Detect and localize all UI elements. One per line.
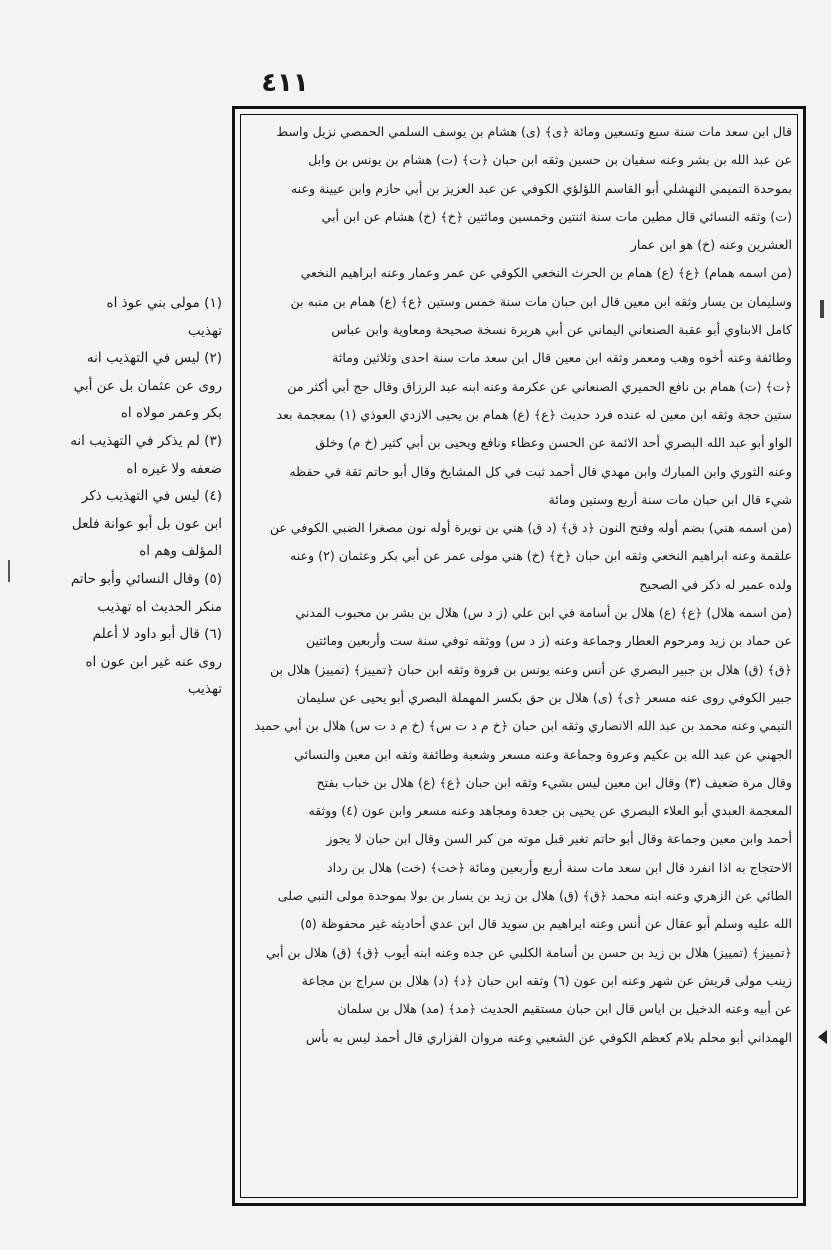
scan-artifact-mark [820, 300, 824, 318]
margin-note-line: (١) مولى بني عوذ اه [106, 295, 222, 311]
text-line: شيء قال ابن حبان مات سنة أربع وستين ومائة [548, 491, 792, 507]
margin-note-line: تهذيب [187, 681, 222, 698]
margin-note-line: بكر وعمر مولاه اه [120, 405, 222, 422]
text-line: ﴿ق﴾ (ق) هلال بن جبير البصري عن أنس وعنه يونس بن فروة وثقه ابن حبان ﴿تمييز﴾ (تمييز) هلال بن [269, 661, 792, 677]
text-line: علقمة وعنه ابراهيم النخعي وثقه ابن حبان ﴿خ﴾ (خ) هني مولى عمر عن أبي بكر وعثمان (٢) وعنه [289, 548, 792, 564]
text-line: عن حماد بن زيد ومرحوم العطار وجماعة وعنه (ز د س) ووثقه توفي سنة ست وأربعين ومائتين [305, 633, 792, 649]
text-line: ﴿تمييز﴾ (تمييز) هلال بن زيد بن حسن بن أسامة الكلبي عن جده وعنه ابنه أيوب ﴿ق﴾ (ق) هلال بن أبي [265, 944, 792, 960]
text-line: الهمداني أبو محلم بلام كعظم الكوفي عن الشعبي وعنه مروان الفزاري قال أحمد ليس به بأس [305, 1029, 792, 1045]
margin-note-line: ضعفه ولا غيره اه [126, 460, 222, 477]
page-number: ٤١١ [261, 68, 309, 98]
text-line: عن عبد الله بن بشر وعنه سفيان بن حسين وثقه ابن حبان ﴿ت﴾ (ت) هشام بن يونس بن وابل [308, 152, 792, 168]
margin-note-line: تهذيب [187, 322, 222, 339]
margin-note-line: منكر الحديث اه تهذيب [97, 598, 222, 615]
text-line: وسليمان بن يسار وثقه ابن معين قال ابن حبان مات سنة خمس وستين ﴿ع﴾ (ع) همام بن منبه بن [290, 293, 792, 309]
text-line: ولده عمير له ذكر في الصحيح [639, 576, 792, 592]
text-line: وطائفة وعنه أخوه وهب ومعمر وثقه ابن معين قال ابن سعد مات سنة احدى وثلاثين ومائة [332, 350, 792, 366]
margin-note-line: (٦) قال أبو داود لا أعلم [92, 626, 222, 643]
scan-artifact-arrow [818, 1030, 827, 1044]
text-line: المعجمة العبدي أبو العلاء البصري عن يحيى بن جعدة ومجاهد وعنه مسعر وابن عون (٤) ووثقه [308, 803, 792, 819]
text-line: وعنه الثوري وابن المبارك وابن مهدي قال أحمد ثبت في كل المشايخ وقال أبو حاتم ثقة في حفظه [289, 463, 792, 479]
margin-note-line: (٥) وقال النسائي وأبو حاتم [70, 570, 222, 587]
main-text-block [246, 118, 792, 1194]
text-line: (من اسمه هني) بضم أوله وفتح النون ﴿د ق﴾ (د ق) هني بن نويرة أوله نون مصغرا الضبي الكوفي عن [269, 520, 792, 536]
text-line: ستين حجة وثقه ابن معين له عنده فرد حديث ﴿ع﴾ (ع) همام بن يحيى الازدي العوذي (١) بمعجمة بعد [276, 406, 792, 422]
margin-note-line: (٣) لم يذكر في التهذيب انه [70, 432, 222, 449]
text-line: الواو أبو عبد الله البصري أحد الائمة عن الحسن وعطاء ونافع ويحيى بن أبي كثير (خ م) وخلق [315, 435, 792, 451]
text-line: جبير الكوفي روى عنه مسعر ﴿ى﴾ (ى) هلال بن حق بكسر المهملة البصري أبو يحيى عن سليمان [296, 689, 792, 705]
text-line: الطائي عن الزهري وعنه ابنه محمد ﴿ق﴾ (ق) هلال بن زيد بن يسار بن بولا بموحدة مولى النبي صلى [277, 888, 792, 904]
margin-note-line: ابن عون بل أبو عوانة فلعل [71, 515, 222, 532]
text-line: بموحدة التميمي النهشلي أبو القاسم اللؤلؤي الكوفي عن عبد العزيز بن أبي حازم وابن عيينة وعنه [290, 180, 792, 196]
margin-notes [10, 290, 222, 750]
text-line: عن أبيه وعنه الدخيل بن اياس قال ابن حبان مستقيم الحديث ﴿مد﴾ (مد) هلال بن سلمان [337, 1001, 792, 1017]
margin-note-line: روى عن عثمان بل عن أبي [73, 377, 222, 394]
text-line: (من اسمه هلال) ﴿ع﴾ (ع) هلال بن أسامة في ابن علي (ز د س) هلال بن بشر بن محبوب المدني [295, 605, 792, 621]
text-line: (ت) وثقه النسائي قال مطين مات سنة اثنتين وخمسين ومائتين ﴿خ﴾ (خ) هشام عن ابن أبي [321, 208, 792, 224]
margin-note-line: (٤) ليس في التهذيب ذكر [81, 488, 222, 505]
text-line: وقال مرة ضعيف (٣) وقال ابن معين ليس بشيء وثقه ابن حبان ﴿ع﴾ (ع) هلال بن خباب بفتح [316, 774, 792, 790]
text-line: كامل الابناوي أبو عقبة الصنعاني اليماني عن أبي هريرة نسخة صحيحة ومعاوية وابن عباس [331, 322, 792, 338]
text-line: زينب مولى قريش عن شهر وعنه ابن عون (٦) وثقه ابن حبان ﴿د﴾ (د) هلال بن سراج بن مجاعة [301, 972, 792, 988]
text-line: الاحتجاج به اذا انفرد قال ابن سعد مات سنة أربع وأربعين ومائة ﴿خت﴾ (خت) هلال بن رداد [326, 859, 792, 875]
text-line: الله عليه وسلم أبو عقال عن أنس وعنه ابراهيم بن سويد قال ابن عدي أحاديثه غير محفوظة (٥) [300, 916, 792, 932]
margin-note-line: روى عنه غير ابن عون اه [85, 653, 222, 670]
margin-note-line: (٢) ليس في التهذيب انه [86, 350, 222, 367]
text-line: أحمد وابن معين وجماعة وقال أبو حاتم تغير قبل موته من كبر السن وقال ابن حبان لا يجوز [326, 831, 792, 847]
text-line: الجهني عن عبد الله بن عكيم وعروة وجماعة وعنه مسعر وشعبة وطائفة وثقه ابن معين والنسائي [294, 746, 792, 762]
text-line: ﴿ت﴾ (ت) همام بن نافع الحميري الصنعاني عن عكرمة وعنه ابنه عبد الرزاق وقال حج أبي أكثر من [287, 378, 792, 394]
margin-note-line: المؤلف وهم اه [139, 543, 222, 560]
text-line: قال ابن سعد مات سنة سبع وتسعين ومائة ﴿ى﴾ (ى) هشام بن يوسف السلمي الحمصي نزيل واسط [276, 124, 792, 139]
text-line: العشرين وعنه (خ) هو ابن عمار [630, 237, 792, 253]
text-line: التيمي وعنه محمد بن عبد الله الانصاري وثقه ابن حبان ﴿خ م د ت س﴾ (خ م د ت س) هلال بن أبي حميد [254, 718, 792, 734]
scan-artifact-line [8, 560, 10, 582]
text-line: (من اسمه همام) ﴿ع﴾ (ع) همام بن الحرث النخعي الكوفي عن عمر وعمار وعنه ابراهيم النخعي [300, 265, 792, 281]
